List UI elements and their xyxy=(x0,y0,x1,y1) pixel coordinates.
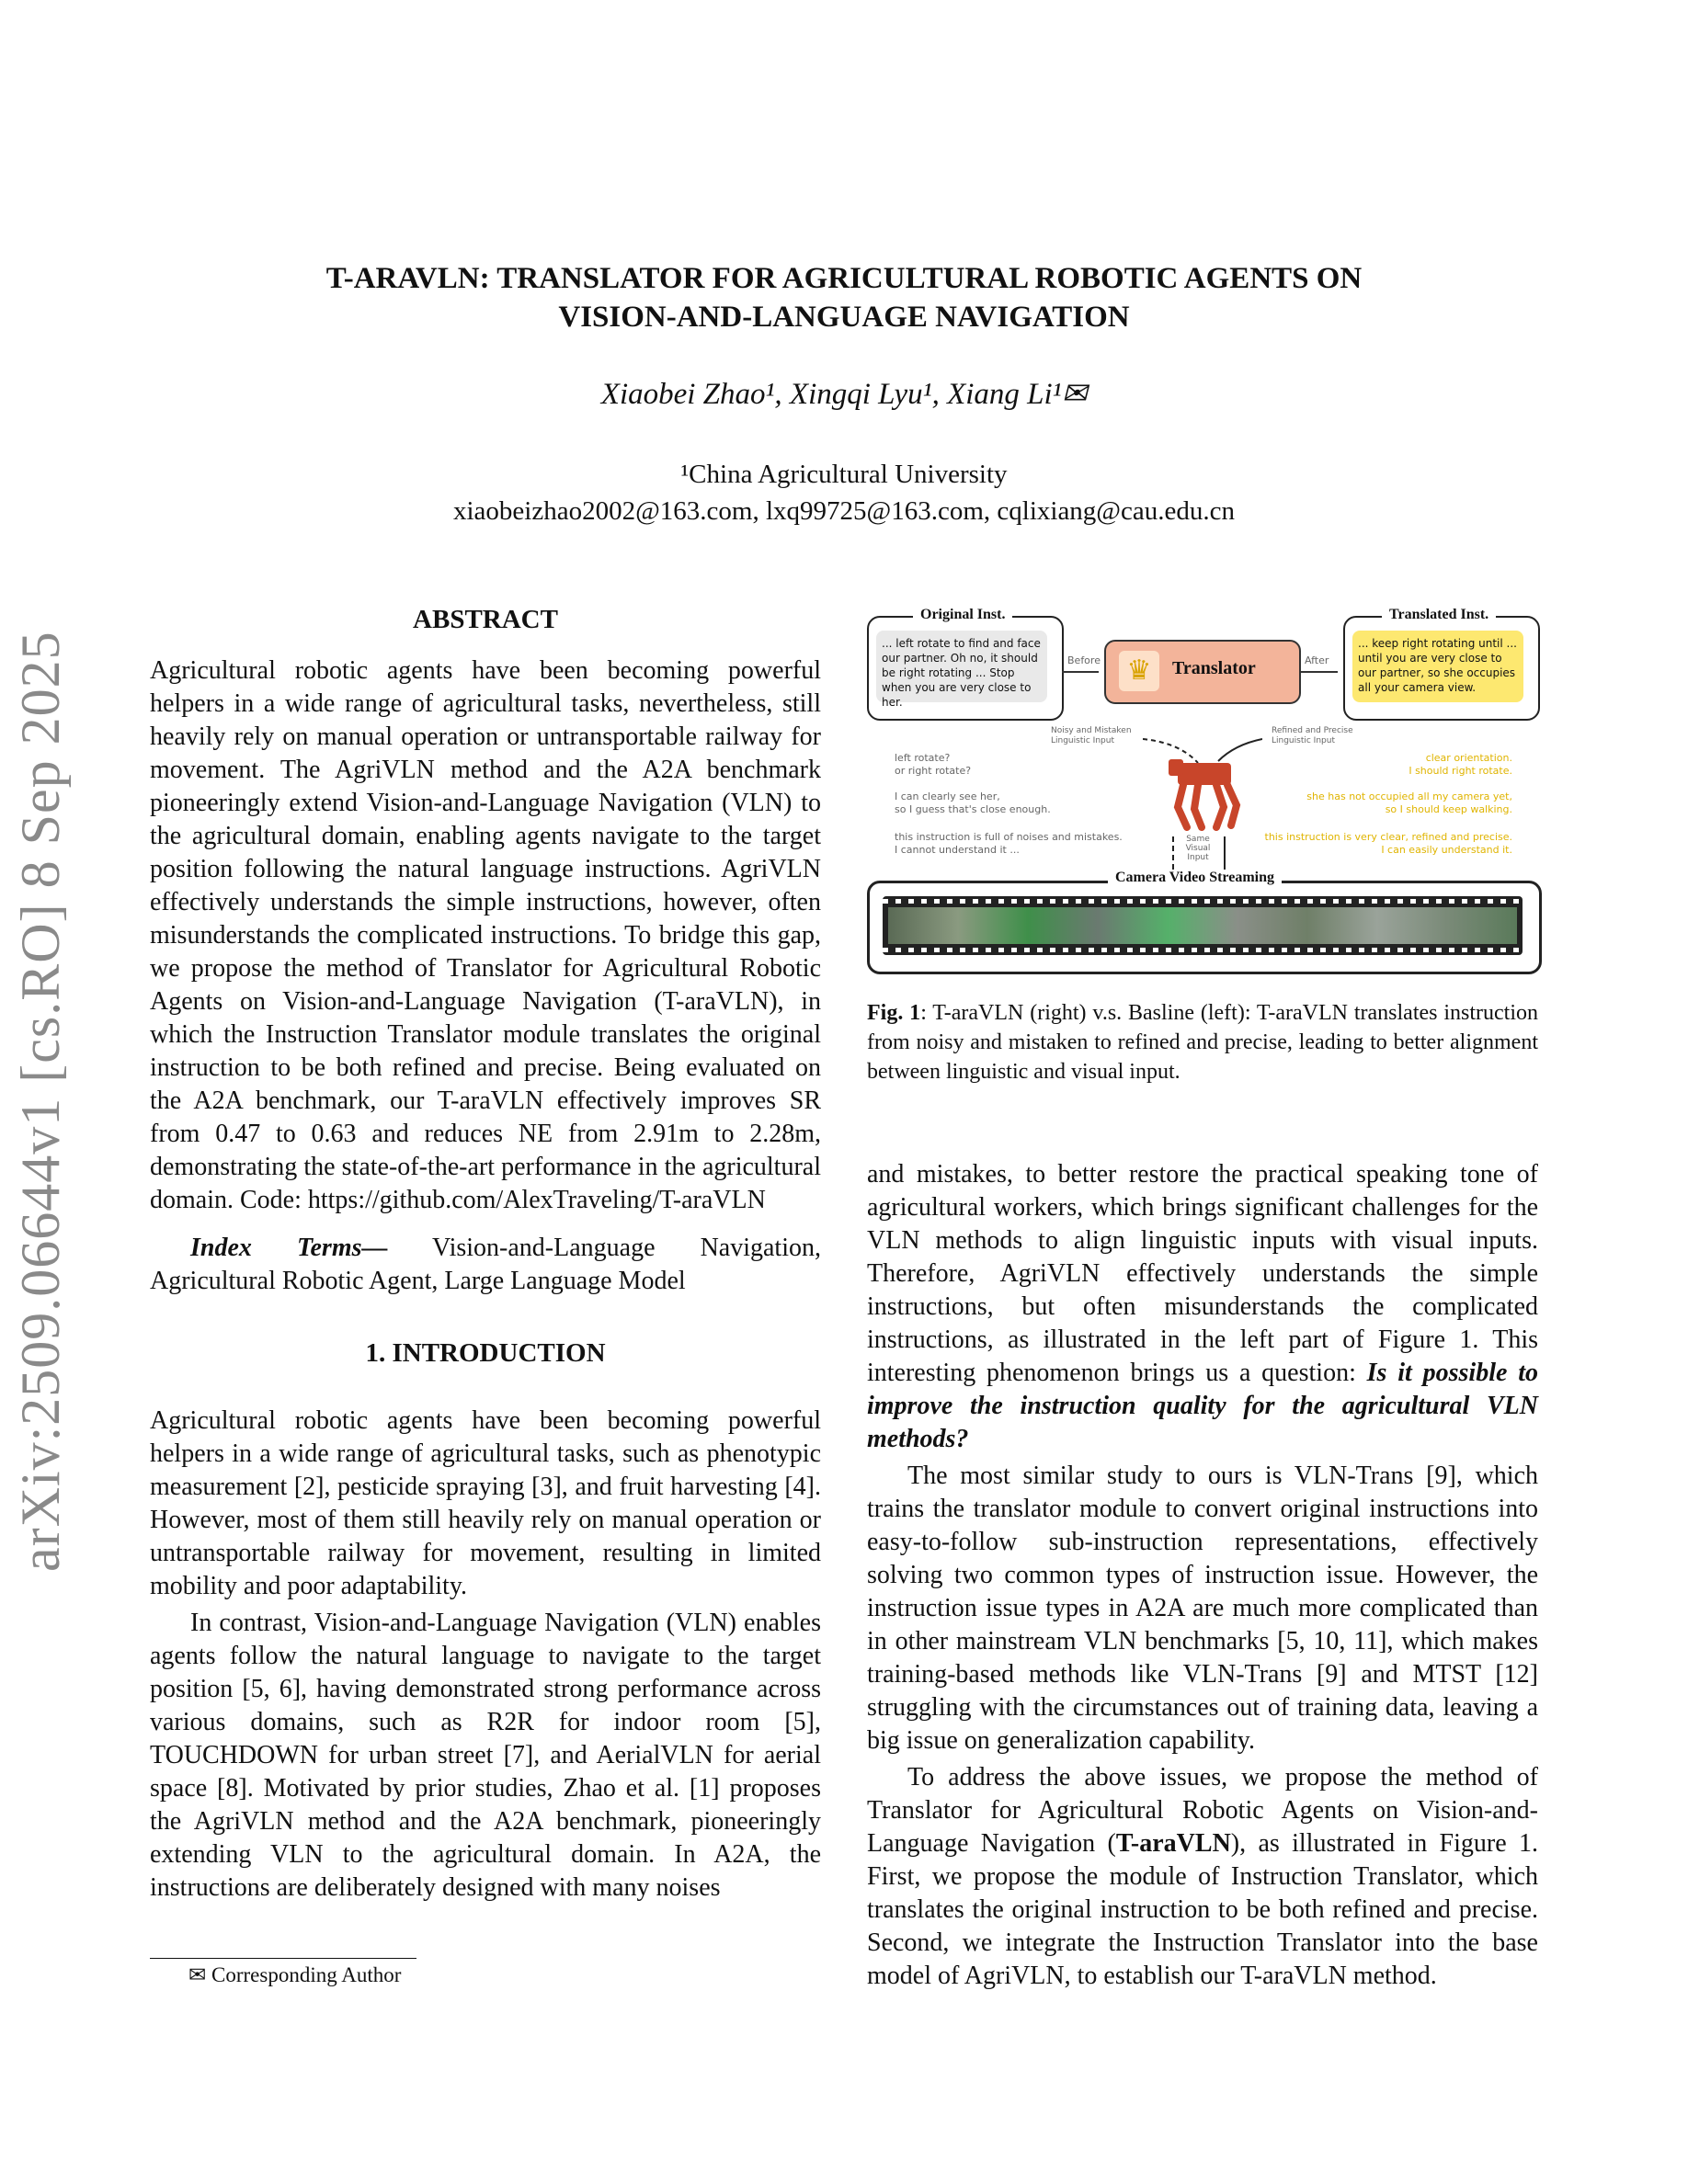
right-note-1: clear orientation. I should right rotate. xyxy=(1409,752,1512,777)
refined-input-label: Refined and Precise Linguistic Input xyxy=(1272,726,1353,745)
camera-box xyxy=(867,881,1542,974)
original-inst-box xyxy=(867,616,1064,721)
title-line-2: VISION-AND-LANGUAGE NAVIGATION xyxy=(558,301,1130,334)
index-terms xyxy=(150,1232,821,1298)
intro-paragraph-1: Agricultural robotic agents have been becoming powerful helpers in a wide range of agricultural tasks, such as phenotypic measurement [2], pesticide spraying [3], and fruit harvesting [4]. However, most of them still heavily rely on manual operation or untransportable railway for movement, resulting in limited mobility and poor adaptability. xyxy=(150,1406,821,1600)
right-paragraph-2: The most similar study to ours is VLN-Trans [9], which trains the translator module to convert original instructions into easy-to-follow sub-instruction representations, effectively solving two common types of instruction issue. However, the instruction issue types in A2A are much more complicated than in other mainstream VLN benchmarks [5, 10, 11], which makes training-based methods like VLN-Trans [9] and MTST [12] struggling with the circumstances out of training data, leaving a big issue on generalization capability. xyxy=(867,1462,1538,1755)
after-label: After xyxy=(1305,654,1329,666)
translated-inst-text: ... keep right rotating until ... until you are very close to our partner, so she occupies all your camera view. xyxy=(1352,631,1523,702)
arrow-left xyxy=(1062,671,1099,673)
translator-box xyxy=(1104,640,1301,704)
right-paragraph-1: and mistakes, to better restore the practical speaking tone of agricultural workers, which brings significant challenges for the VLN methods to align linguistic inputs with visual inputs. Therefore, AgriVLN effectively understands the simple instructions, but often misunderstands the complicated instructions, as illustrated in the left part of Figure 1. This interesting phenomenon brings us a question: Is it possible to improve the instruction quality for the agricultural VLN methods? xyxy=(867,1160,1538,1453)
intro-paragraph-2: In contrast, Vision-and-Language Navigation (VLN) enables agents follow the natural language to navigate to the target position [5, 6], having demonstrated strong performance across various domains, such as R2R for indoor room [5], TOUCHDOWN for urban street [7], and AerialVLN for aerial space [8]. Motivated by prior studies, Zhao et al. [1] proposes the AgriVLN method and the A2A benchmark, pioneeringly extending VLN to the agricultural domain. In A2A, the instructions are deliberately designed with many noises xyxy=(150,1609,821,1902)
paper-title xyxy=(184,259,1504,336)
right-paragraph-3: To address the above issues, we propose the method of Translator for Agricultural Robotic Agents on Vision-and-Language Navigation (T-araVLN), as illustrated in Figure 1. First, we propose the module of Instruction Translator, which translates the original instruction to be both refined and precise. Second, we integrate the Instruction Translator into the base model of AgriVLN, to establish our T-araVLN method. xyxy=(867,1763,1538,1990)
footnote: ✉ Corresponding Author xyxy=(188,1963,402,1986)
research-question: Is it possible to improve the instruction quality for the agricultural VLN methods? xyxy=(867,1359,1538,1453)
original-inst-text: ... left rotate to find and face our partner. Oh no, it should be right rotating ... Stop when you are very close to her. xyxy=(876,631,1047,702)
intro-heading: 1. INTRODUCTION xyxy=(365,1338,606,1368)
visual-arrow-right xyxy=(1224,836,1226,870)
figure-1 xyxy=(867,607,1538,974)
arrow-right xyxy=(1301,671,1338,673)
index-terms-label: Index Terms— xyxy=(190,1234,388,1262)
title-line-1: T-ARAVLN: TRANSLATOR FOR AGRICULTURAL ROBOTIC AGENTS ON xyxy=(325,262,1363,295)
right-column xyxy=(867,1158,1538,1993)
camera-label: Camera Video Streaming xyxy=(1108,870,1282,886)
index-terms-text: Vision-and-Language Navigation, Agricultural Robotic Agent, Large Language Model xyxy=(150,1234,821,1295)
emails: xiaobeizhao2002@163.com, lxq99725@163.com, cqlixiang@cau.edu.cn xyxy=(452,496,1236,526)
right-note-2: she has not occupied all my camera yet, so I should keep walking. xyxy=(1306,791,1512,815)
caption-label: Fig. 1 xyxy=(867,1001,921,1025)
method-name: T-araVLN xyxy=(1115,1829,1231,1858)
visual-arrow-left xyxy=(1172,836,1176,870)
left-note-2: I can clearly see her, so I guess that's close enough. xyxy=(895,791,1051,815)
left-note-3: this instruction is full of noises and mistakes. I cannot understand it ... xyxy=(895,831,1123,856)
crown-icon: ♛ xyxy=(1119,651,1159,691)
noisy-input-label: Noisy and Mistaken Linguistic Input xyxy=(1051,726,1132,745)
caption-text: : T-araVLN (right) v.s. Basline (left): T-araVLN translates instruction from noisy and mistaken to refined and precise, leading to better alignment between linguistic and visual input. xyxy=(867,1001,1538,1084)
arxiv-identifier: arXiv:2509.06644v1 [cs.RO] 8 Sep 2025 xyxy=(10,631,71,1572)
right-note-3: this instruction is very clear, refined and precise. I can easily understand it. xyxy=(1264,831,1512,856)
left-column xyxy=(150,603,821,1905)
original-inst-label: Original Inst. xyxy=(913,607,1012,623)
film-strip xyxy=(883,896,1523,955)
translated-inst-box xyxy=(1343,616,1540,721)
affiliation: ¹China Agricultural University xyxy=(680,460,1008,489)
robot-dog-icon xyxy=(1143,735,1262,836)
left-note-1: left rotate? or right rotate? xyxy=(895,752,972,777)
abstract-body: Agricultural robotic agents have been becoming powerful helpers in a wide range of agricultural tasks, nevertheless, still heavily rely on manual operation or untransportable railway for movement. The AgriVLN method and the A2A benchmark pioneeringly extend Vision-and-Language Navigation (VLN) to the agricultural domain, enabling agents navigate to the target position following the natural language instructions. AgriVLN effectively understands the simple instructions, however, often misunderstands the complicated instructions. To bridge this gap, we propose the method of Translator for Agricultural Robotic Agents on Vision-and-Language Navigation (T-araVLN), in which the Instruction Translator module translates the original instruction to be both refined and precise. Being evaluated on the A2A benchmark, our T-araVLN effectively improves SR from 0.47 to 0.63 and reduces NE from 2.91m to 2.28m, demonstrating the state-of-the-art performance in the agricultural domain. Code: https://github.com/AlexTraveling/T-araVLN xyxy=(150,656,821,1214)
footnote-rule xyxy=(150,1958,416,1959)
translated-inst-label: Translated Inst. xyxy=(1382,607,1496,623)
before-label: Before xyxy=(1067,654,1101,666)
figure-caption xyxy=(867,998,1538,1086)
camera-frames xyxy=(888,907,1517,944)
translator-label: Translator xyxy=(1172,658,1256,678)
same-visual-label: Same Visual Input xyxy=(1185,835,1211,862)
authors: Xiaobei Zhao¹, Xingqi Lyu¹, Xiang Li¹✉ xyxy=(600,378,1088,411)
abstract-heading: ABSTRACT xyxy=(413,605,558,634)
